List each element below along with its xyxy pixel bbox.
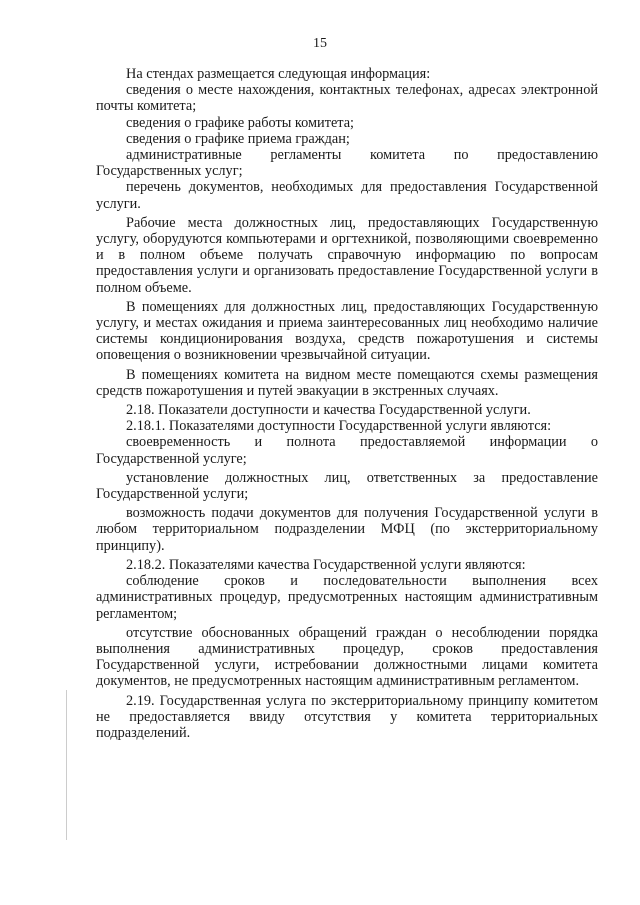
scan-margin-line [66,690,67,840]
section-heading-2-18-1: 2.18.1. Показателями доступности Государственной услуги являются: [126,418,552,435]
section-heading-2-18: 2.18. Показатели доступности и качества Государственной услуги. [126,402,531,419]
paragraph-stands-info: На стендах размещается следующая информация: [126,66,431,82]
paragraph-evacuation: В помещениях комитета на видном месте помещаются схемы размещения средств пожаротушения и путей эвакуации в экстренных случаях. [96,366,598,399]
list-item-no-complaints: отсутствие обоснованных обращений граждан о несоблюдении порядка выполнения административных процедур, сроков предоставления Государственной услуги, истребовании должностными лицами комитета документов, не предусмотренных настоящим административным регламентом. [96,624,598,690]
list-item-work-schedule: сведения о графике работы комитета; [126,114,355,131]
page-number: 15 [313,36,327,51]
list-item-timeliness: своевременность и полнота предоставляемой информации о Государственной услуге; [96,434,598,467]
section-2-19: 2.19. Государственная услуга по экстерриториальному принципу комитетом не предоставляется ввиду отсутствия у комитета территориальных подразделений. [96,692,598,741]
document-body [96,66,598,741]
section-heading-2-18-2: 2.18.2. Показателями качества Государственной услуги являются: [126,556,526,573]
list-item-documents: перечень документов, необходимых для предоставления Государственной услуги. [96,179,598,212]
list-item-responsible-persons: установление должностных лиц, ответственных за предоставление Государственной услуги; [96,469,598,503]
list-item-regulations: административные регламенты комитета по предоставлению Государственных услуг; [96,147,598,180]
paragraph-workplaces: Рабочие места должностных лиц, предоставляющих Государственную услугу, оборудуются компьютерами и оргтехникой, позволяющими своевременно и в полном объеме получать справочную информацию по вопросам предоставления услуги и организовать предоставление Государственной услуги в полном объеме. [96,214,598,296]
list-item-location: сведения о месте нахождения, контактных телефонах, адресах электронной почты комитета; [96,82,598,115]
list-item-mfc-submission: возможность подачи документов для получения Государственной услуги в любом территориальном подразделении МФЦ (по экстерриториальному принципу). [96,505,598,554]
list-item-deadlines: соблюдение сроков и последовательности выполнения всех административных процедур, предусмотренных настоящим административным регламентом; [96,573,598,622]
list-item-reception-schedule: сведения о графике приема граждан; [126,130,350,147]
paragraph-premises: В помещениях для должностных лиц, предоставляющих Государственную услугу, и местах ожидания и приема заинтересованных лиц необходимо наличие системы кондиционирования воздуха, средств пожаротушения и системы оповещения о возникновении чрезвычайной ситуации. [96,298,598,364]
